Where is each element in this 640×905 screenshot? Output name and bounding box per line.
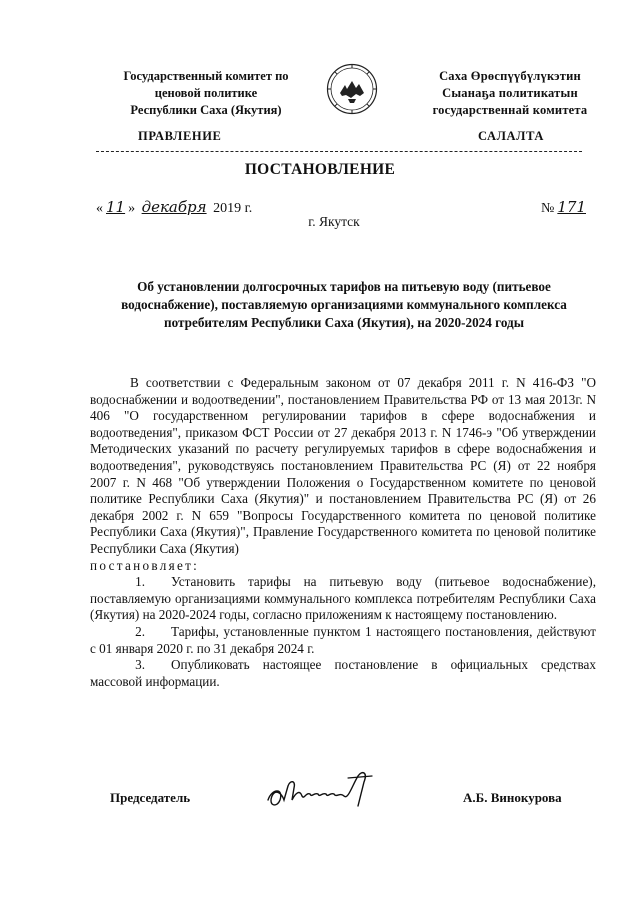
resolves-statement: постановляет: (90, 557, 200, 573)
preamble-paragraph: В соответствии с Федеральным законом от 07 декабря 2011 г. N 416-ФЗ "О водоснабжении и водоотведении", постановлением Правительства РФ от 13 мая 2013г. N 406 "О государственном регулировании тарифов в сфере водоснабжения и водоотведения", приказом ФСТ России от 27 декабря 2013 г. N 1746-э "Об утверждении Методических указаний по расчету регулируемых тарифов в сфере водоснабжения и водоотведения", руководствуясь постановлением Правительства РС (Я) от 22 ноября 2007 г. N 468 "Об утверждении Положения о Государственном комитете по ценовой политике Республики Саха (Якутия)" и постановлением Правительства РС (Я) от 26 декабря 2002 г. N 659 "Вопросы Государственного комитета по ценовой политике Республики Саха (Якутия)", Правление Государственного комитета по ценовой политике Республики Саха (Якутия) (90, 375, 596, 556)
resolution-item (90, 657, 596, 690)
coat-of-arms-emblem-icon (326, 63, 378, 115)
date-year: 2019 г. (213, 201, 253, 216)
committee-name-line: Саха Өрөспүүбүлүкэтин (439, 69, 581, 83)
document-subject: Об установлении долгосрочных тарифов на питьевую воду (питьевое водоснабжение), поставляемую организациями коммунального комплекса потребителям Республики Саха (Якутия), на 2020-2024 годы (121, 279, 567, 330)
item-text: Установить тарифы на питьевую воду (питьевое водоснабжение), поставляемую организациями коммунального комплекса потребителям Республики Саха (Якутия) на 2020-2024 годы, согласно приложениям к настоящему постановлению. (90, 574, 596, 623)
item-text: Опубликовать настоящее постановление в официальных средствах массовой информации. (90, 657, 596, 689)
date-close-quote: » (128, 201, 136, 216)
board-label-russian: ПРАВЛЕНИЕ (138, 129, 222, 143)
signatory-name: А.Б. Винокурова (463, 790, 562, 805)
date-day: 11 (106, 198, 126, 216)
item-number: 3. (135, 657, 145, 673)
header-divider (96, 151, 582, 152)
item-number: 1. (135, 574, 145, 590)
committee-name-line: Государственный комитет по (123, 69, 289, 83)
document-type-title: ПОСТАНОВЛЕНИЕ (244, 161, 396, 178)
committee-name-line: Республики Саха (Якутия) (130, 103, 282, 117)
board-label-yakut: САЛАЛТА (478, 129, 545, 143)
document-city: г. Якутск (308, 214, 360, 229)
handwritten-signature (262, 766, 380, 814)
number-sign: № (541, 201, 555, 216)
date-month: декабря (141, 198, 207, 216)
committee-name-line: государственнай комитета (432, 103, 588, 117)
item-number: 2. (135, 623, 145, 639)
committee-name-line: ценовой политике (154, 86, 258, 100)
resolution-item (90, 574, 596, 624)
committee-name-yakut (410, 68, 610, 119)
signatory-role: Председатель (110, 790, 191, 805)
document-body (90, 375, 596, 690)
resolution-item (90, 624, 596, 657)
number-value: 171 (557, 198, 586, 216)
date-open-quote: « (96, 201, 103, 216)
committee-name-russian (100, 68, 312, 119)
item-text: Тарифы, установленные пунктом 1 настоящего постановления, действуют с 01 января 2020 г. по 31 декабря 2024 г. (90, 623, 596, 656)
committee-name-line: Сыанаҕа политикатын (442, 86, 578, 100)
